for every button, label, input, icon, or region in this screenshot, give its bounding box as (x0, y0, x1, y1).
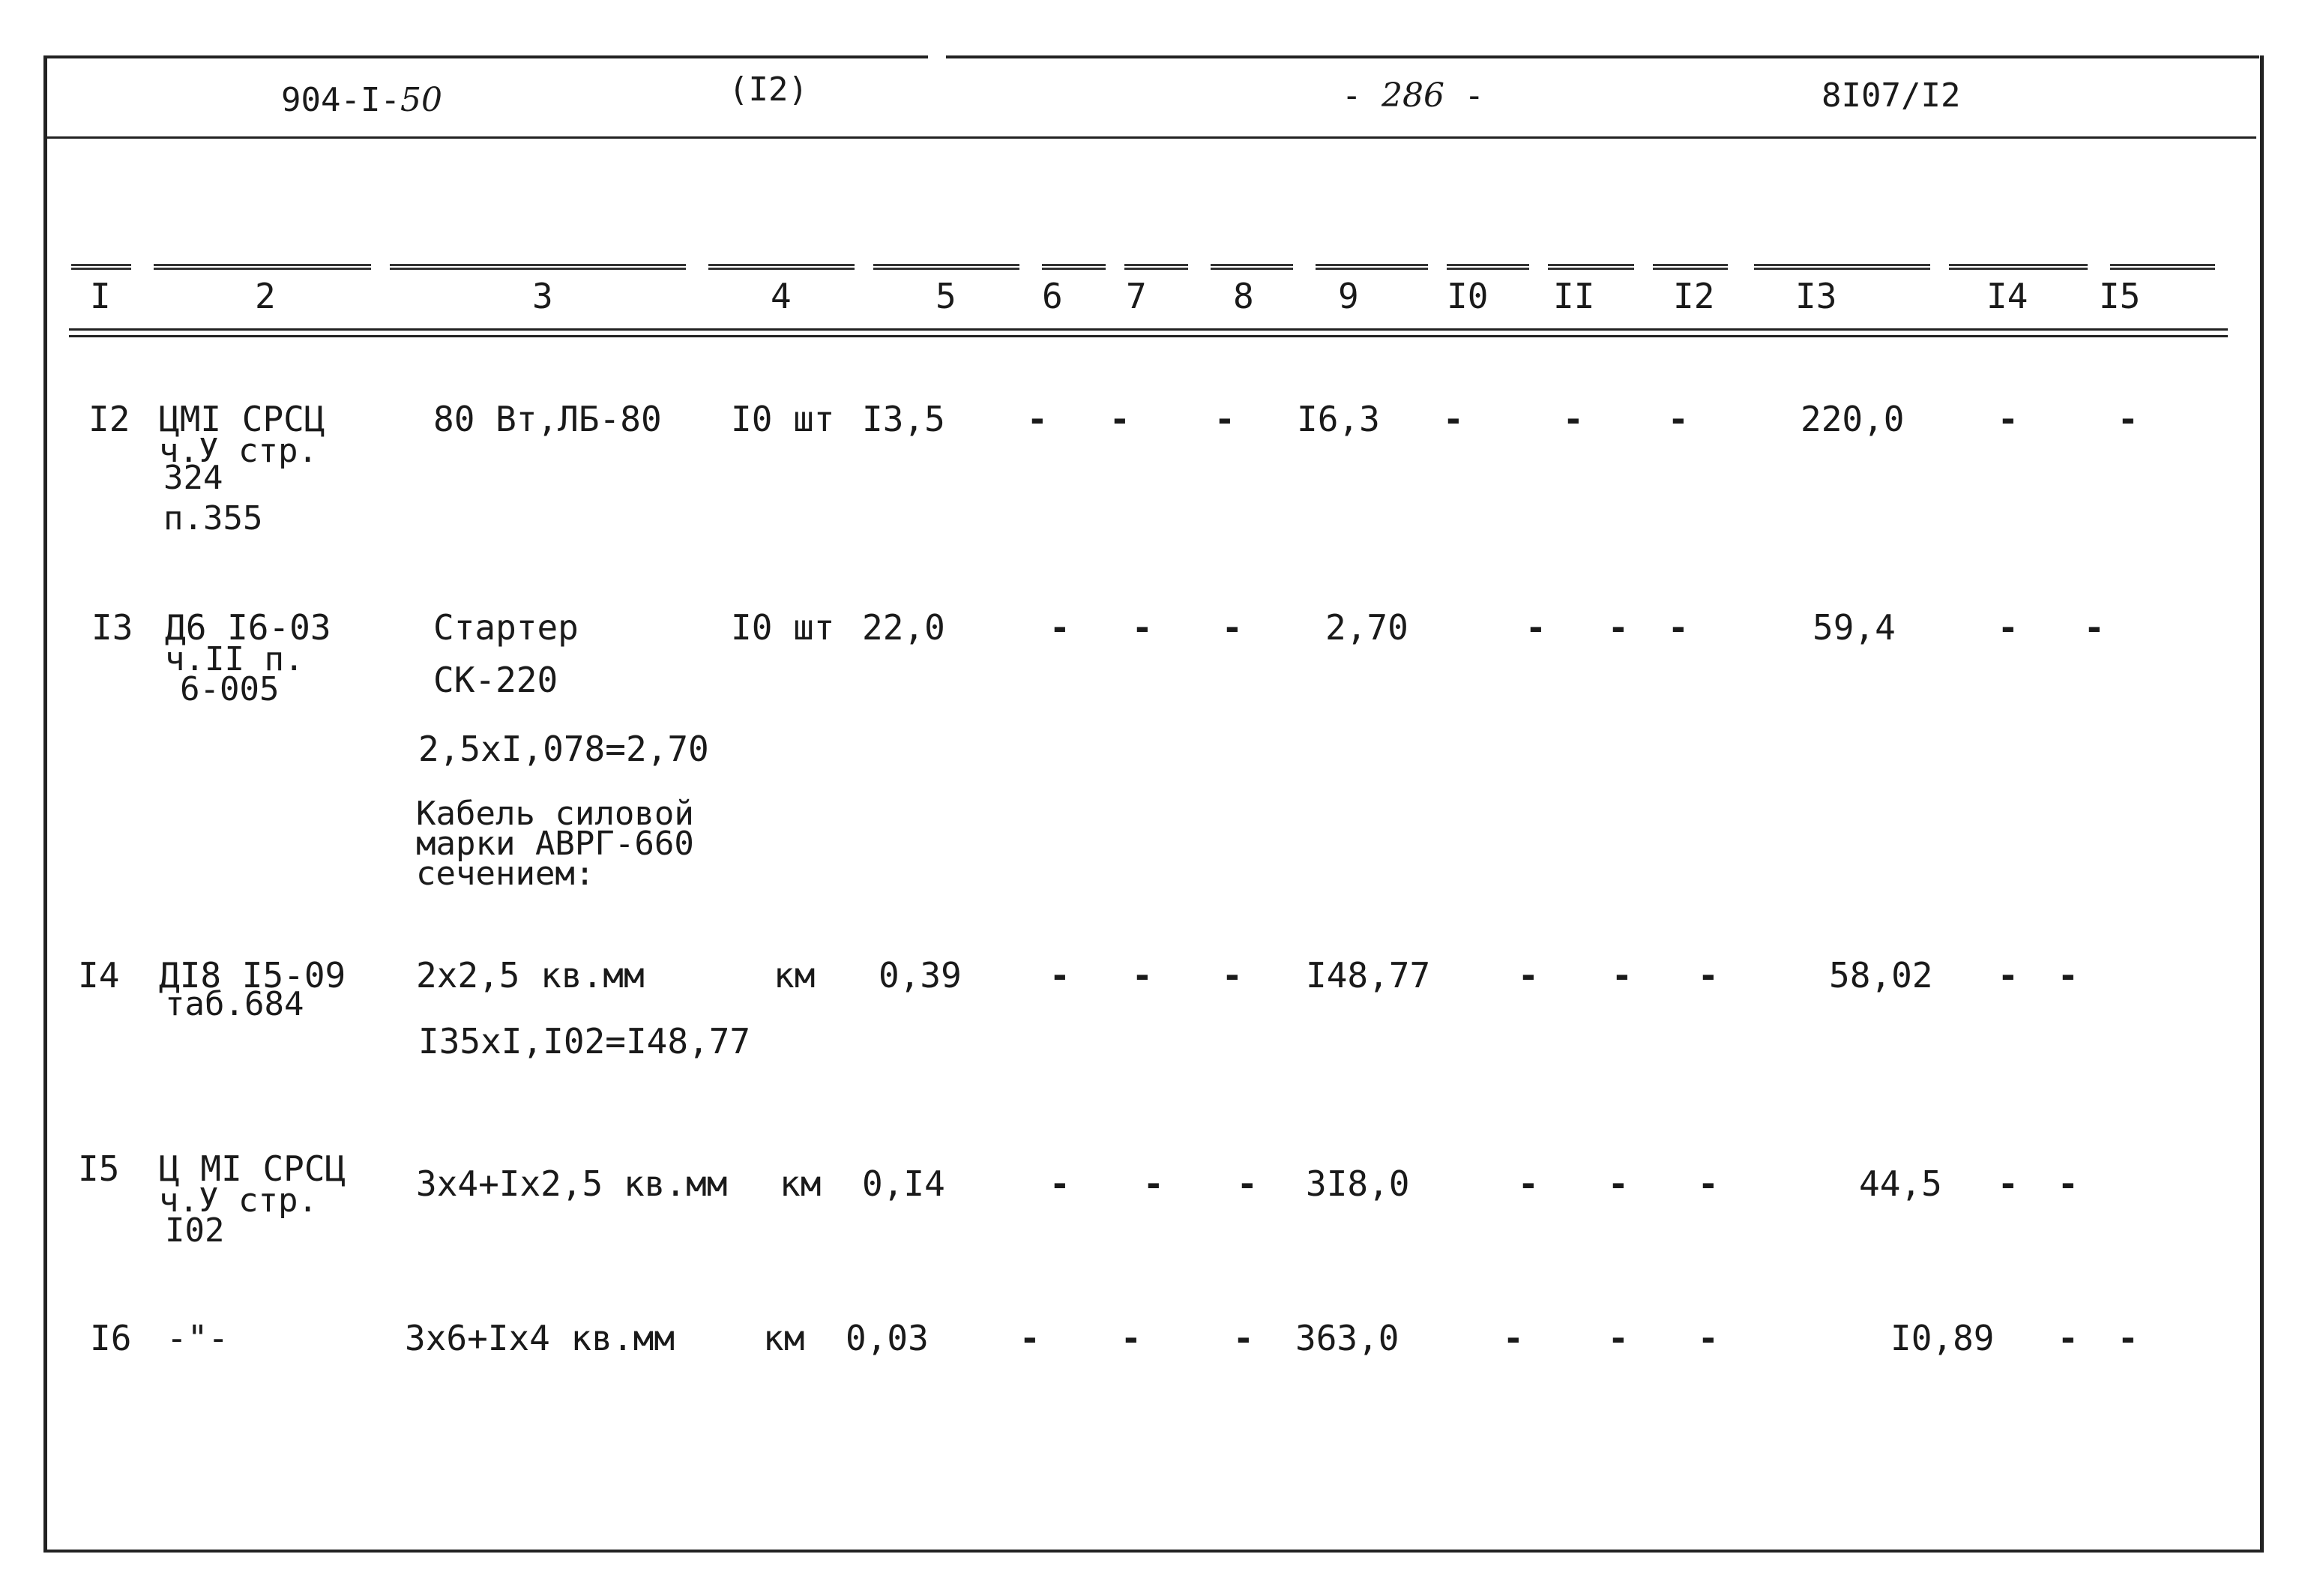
ref-line: ЦМI СРСЦ (159, 399, 325, 439)
col14-value: - (1998, 607, 2019, 648)
col11-value: - (1608, 607, 1629, 648)
col6-value: - (1049, 1163, 1070, 1204)
unit: I0 шт (731, 607, 835, 648)
project-code (281, 81, 442, 119)
col-bar-1 (71, 264, 131, 270)
col13-value: I0,89 (1890, 1318, 1995, 1358)
col14-value: - (2058, 1318, 2079, 1358)
col14-value: - (1998, 1163, 2019, 1204)
col-bar-13 (1754, 264, 1930, 270)
col15-value: - (2084, 607, 2105, 648)
frame-top-line-right (946, 55, 2259, 58)
col-num-15: I5 (2099, 276, 2141, 316)
col15-value: - (2118, 399, 2139, 439)
col11-value: - (1563, 399, 1584, 439)
quantity: 0,I4 (862, 1163, 945, 1204)
ref-line: 324 (163, 459, 223, 497)
col15-value: - (2118, 1318, 2139, 1358)
col15-value: - (2058, 1163, 2079, 1204)
description: СК-220 (433, 660, 558, 700)
col-bar-11 (1548, 264, 1634, 270)
col-bar-9 (1316, 264, 1428, 270)
col10-value: - (1518, 955, 1539, 996)
col-num-7: 7 (1126, 276, 1147, 316)
col-num-3: 3 (532, 276, 553, 316)
col9-value: 3I8,0 (1306, 1163, 1410, 1204)
note-line: марки АВРГ-660 (416, 825, 694, 863)
calculation: 2,5xI,078=2,70 (418, 729, 709, 769)
col-bar-15 (2110, 264, 2215, 270)
unit: км (774, 955, 816, 996)
ref-line: ДI8 I5-09 (159, 955, 346, 996)
col-num-11: II (1553, 276, 1595, 316)
col7-value: - (1132, 955, 1153, 996)
description: Стартер (433, 607, 579, 648)
col11-value: - (1608, 1163, 1629, 1204)
ref-line: ч.У стр. (159, 432, 318, 470)
project-prefix: 904-I- (281, 81, 400, 119)
col7-value: - (1132, 607, 1153, 648)
col-bar-2 (154, 264, 371, 270)
col6-value: - (1027, 399, 1048, 439)
col-num-4: 4 (771, 276, 792, 316)
ref-line: таб.684 (165, 985, 304, 1023)
col-bar-7 (1124, 264, 1188, 270)
description: 2x2,5 кв.мм (416, 955, 645, 996)
page-suffix: - (1464, 76, 1484, 115)
unit: I0 шт (731, 399, 835, 439)
ref-line: п.355 (163, 499, 263, 537)
col-bar-3 (390, 264, 686, 270)
col9-value: 2,70 (1325, 607, 1408, 648)
col10-value: - (1518, 1163, 1539, 1204)
col-bar-6 (1042, 264, 1106, 270)
page-prefix: - (1342, 76, 1362, 115)
frame-top-line-left (43, 55, 928, 58)
col8-value: - (1237, 1163, 1258, 1204)
unit: км (763, 1318, 805, 1358)
row-num: I5 (78, 1148, 120, 1189)
col14-value: - (1998, 955, 2019, 996)
col8-value: - (1222, 955, 1243, 996)
row-num: I3 (91, 607, 133, 648)
ref-line: ч.У стр. (159, 1181, 318, 1220)
ref-line: Ц МI СРСЦ (159, 1148, 346, 1189)
col-num-2: 2 (255, 276, 276, 316)
ref-line: 6-005 (180, 670, 280, 708)
col7-value: - (1143, 1163, 1164, 1204)
sheet-code: (I2) (729, 70, 808, 109)
col-num-10: I0 (1447, 276, 1489, 316)
unit: км (780, 1163, 822, 1204)
col10-value: - (1443, 399, 1464, 439)
col-num-8: 8 (1233, 276, 1254, 316)
col13-value: 220,0 (1801, 399, 1905, 439)
col9-value: I48,77 (1306, 955, 1431, 996)
col-bar-8 (1211, 264, 1293, 270)
col7-value: - (1121, 1318, 1142, 1358)
col-bar-5 (873, 264, 1019, 270)
note-line: Кабель силовой (416, 795, 694, 833)
col-num-1: I (90, 276, 111, 316)
col-num-14: I4 (1986, 276, 2028, 316)
quantity: 0,03 (846, 1318, 929, 1358)
col12-value: - (1698, 1318, 1719, 1358)
col10-value: - (1503, 1318, 1524, 1358)
col-bar-4 (708, 264, 855, 270)
description: 80 Вт,ЛБ-80 (433, 399, 662, 439)
col-bar-12 (1653, 264, 1728, 270)
col12-value: - (1668, 399, 1689, 439)
col-num-13: I3 (1795, 276, 1837, 316)
col12-value: - (1668, 607, 1689, 648)
ref-line: I02 (165, 1211, 225, 1250)
quantity: 0,39 (879, 955, 962, 996)
col6-value: - (1049, 955, 1070, 996)
description: 3x6+Ix4 кв.мм (405, 1318, 675, 1358)
doc-code: 8I07/I2 (1822, 76, 1961, 115)
col14-value: - (1998, 399, 2019, 439)
col10-value: - (1525, 607, 1546, 648)
col6-value: - (1019, 1318, 1040, 1358)
col12-value: - (1698, 1163, 1719, 1204)
row-num: I2 (88, 399, 130, 439)
col7-value: - (1109, 399, 1130, 439)
page-number-handwritten: 286 (1381, 76, 1444, 115)
row-num: I6 (90, 1318, 132, 1358)
col6-value: - (1049, 607, 1070, 648)
header-divider (47, 136, 2256, 139)
col-bar-14 (1949, 264, 2088, 270)
col12-value: - (1698, 955, 1719, 996)
quantity: I3,5 (862, 399, 945, 439)
col8-value: - (1222, 607, 1243, 648)
col8-value: - (1233, 1318, 1254, 1358)
col11-value: - (1608, 1318, 1629, 1358)
col9-value: 363,0 (1295, 1318, 1399, 1358)
calculation: I35xI,I02=I48,77 (418, 1021, 751, 1062)
ref-line: -"- (166, 1318, 229, 1358)
col-bar-10 (1447, 264, 1529, 270)
col-num-12: I2 (1673, 276, 1715, 316)
quantity: 22,0 (862, 607, 945, 648)
ref-line: Д6 I6-03 (165, 607, 331, 648)
col-num-5: 5 (935, 276, 956, 316)
col-header-rule-bottom (69, 335, 2228, 337)
col15-value: - (2058, 955, 2079, 996)
description: 3x4+Ix2,5 кв.мм (416, 1163, 728, 1204)
col-num-6: 6 (1042, 276, 1063, 316)
col-num-9: 9 (1338, 276, 1359, 316)
col13-value: 44,5 (1859, 1163, 1942, 1204)
col9-value: I6,3 (1297, 399, 1380, 439)
col-header-rule-top (69, 328, 2228, 331)
col8-value: - (1214, 399, 1235, 439)
note-line: сечением: (416, 855, 595, 893)
ref-line: ч.II п. (165, 640, 304, 678)
row-num: I4 (78, 955, 120, 996)
project-number-handwritten: 50 (400, 81, 442, 119)
page-number (1342, 76, 1484, 115)
col13-value: 59,4 (1813, 607, 1896, 648)
col13-value: 58,02 (1829, 955, 1933, 996)
col11-value: - (1612, 955, 1633, 996)
